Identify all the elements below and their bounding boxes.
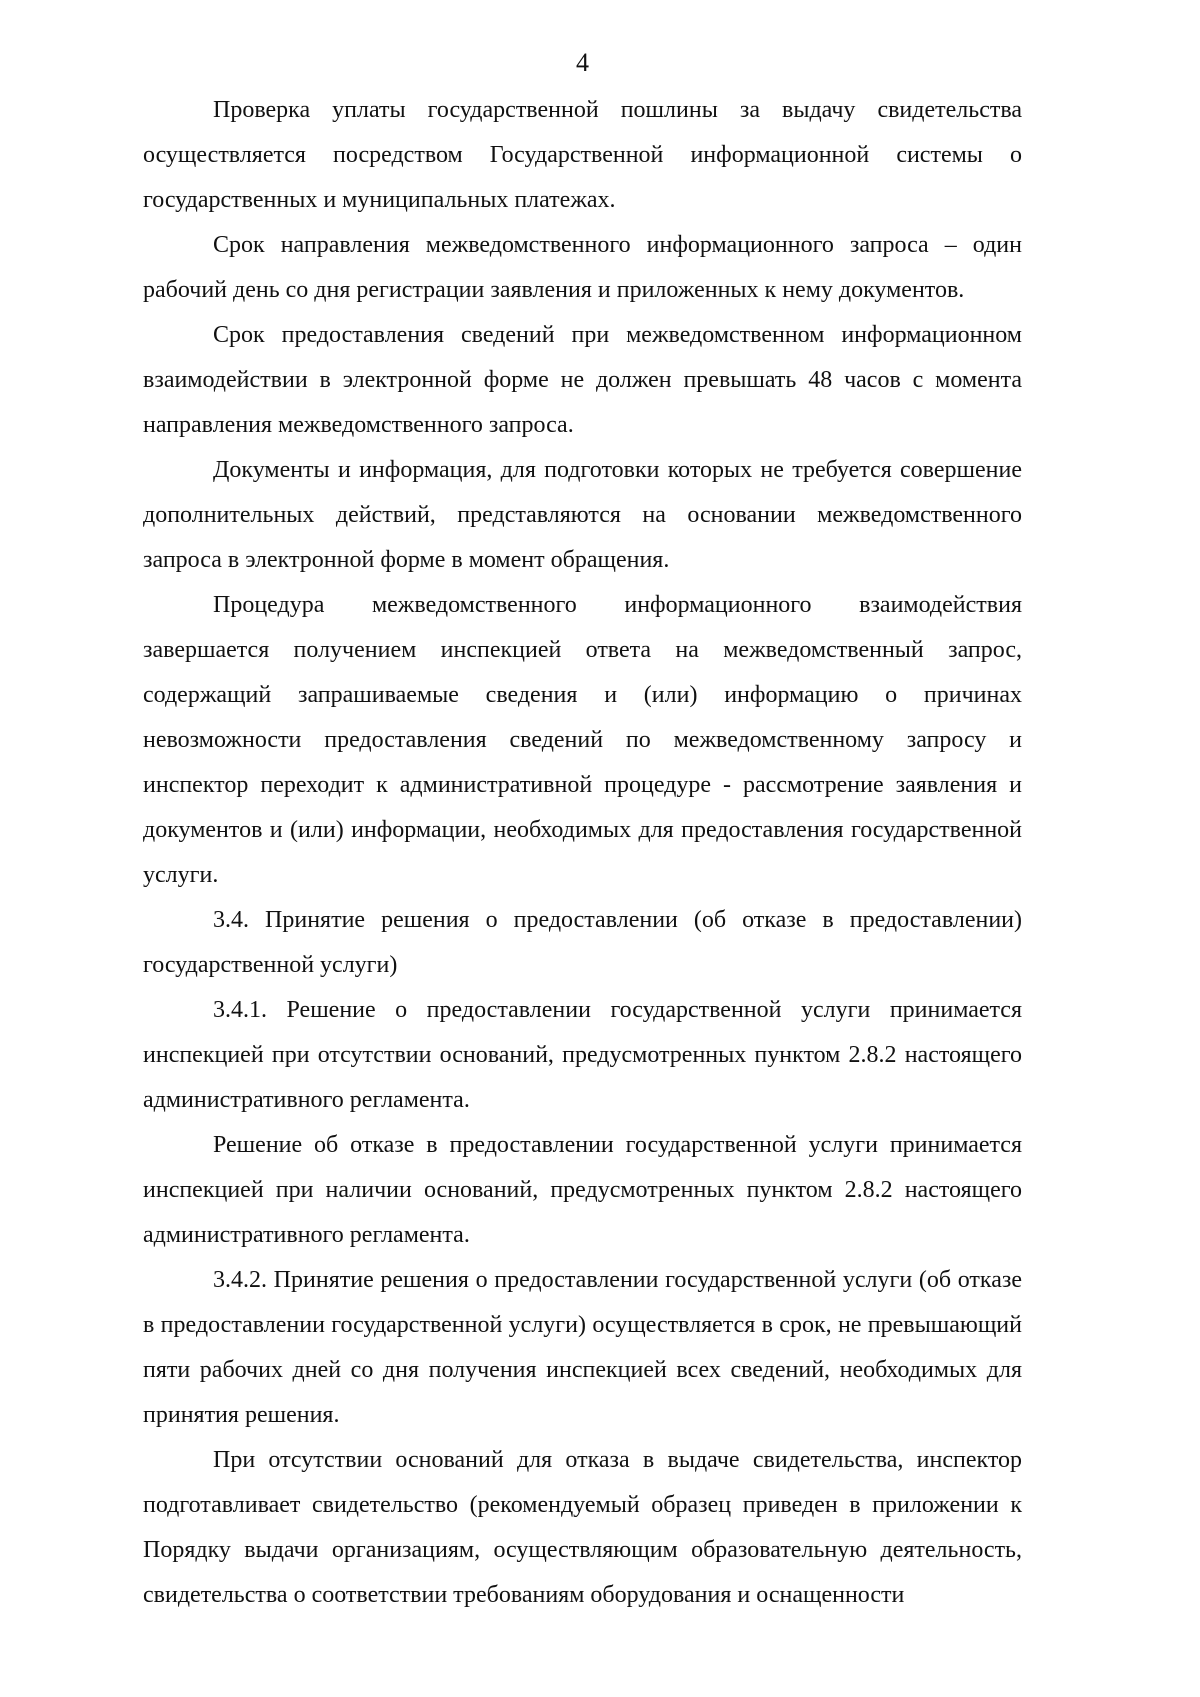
section-heading-3-4: 3.4. Принятие решения о предоставлении (об отказе в предоставлении) государственной услуги) [143,907,1022,978]
paragraph-certificate-prep: При отсутствии оснований для отказа в выдаче свидетельства, инспектор подготавливает свидетельство (рекомендуемый образец приведен в приложении к Порядку выдачи организациям, осуществляющим образовательную деятельность, свидетельства о соответствии требованиям оборудования и оснащенности [143,1447,1022,1608]
paragraph-response-deadline: Срок предоставления сведений при межведомственном информационном взаимодействии в электронной форме не должен превышать 48 часов с момента направления межведомственного запроса. [143,322,1022,438]
paragraph-refusal-decision: Решение об отказе в предоставлении государственной услуги принимается инспекцией при наличии оснований, предусмотренных пунктом 2.8.2 настоящего административного регламента. [143,1132,1022,1248]
paragraph-3-4-1: 3.4.1. Решение о предоставлении государственной услуги принимается инспекцией при отсутствии оснований, предусмотренных пунктом 2.8.2 настоящего административного регламента. [143,997,1022,1113]
paragraph-3-4-2: 3.4.2. Принятие решения о предоставлении государственной услуги (об отказе в предоставлении государственной услуги) осуществляется в срок, не превышающий пяти рабочих дней со дня получения инспекцией всех сведений, необходимых для принятия решения. [143,1267,1022,1428]
paragraph-fee-check: Проверка уплаты государственной пошлины за выдачу свидетельства осуществляется посредством Государственной информационной системы о государственных и муниципальных платежах. [143,97,1022,213]
paragraph-request-deadline: Срок направления межведомственного информационного запроса – один рабочий день со дня регистрации заявления и приложенных к нему документов. [143,232,1022,303]
paragraph-procedure-complete: Процедура межведомственного информационного взаимодействия завершается получением инспекцией ответа на межведомственный запрос, содержащий запрашиваемые сведения и (или) информацию о причинах невозможности предоставления сведений по межведомственному запросу и инспектор переходит к административной процедуре - рассмотрение заявления и документов и (или) информации, необходимых для предоставления государственной услуги. [143,592,1022,888]
page-number: 4 [576,48,589,77]
paragraph-documents-info: Документы и информация, для подготовки которых не требуется совершение дополнительных действий, представляются на основании межведомственного запроса в электронной форме в момент обращения. [143,457,1022,573]
